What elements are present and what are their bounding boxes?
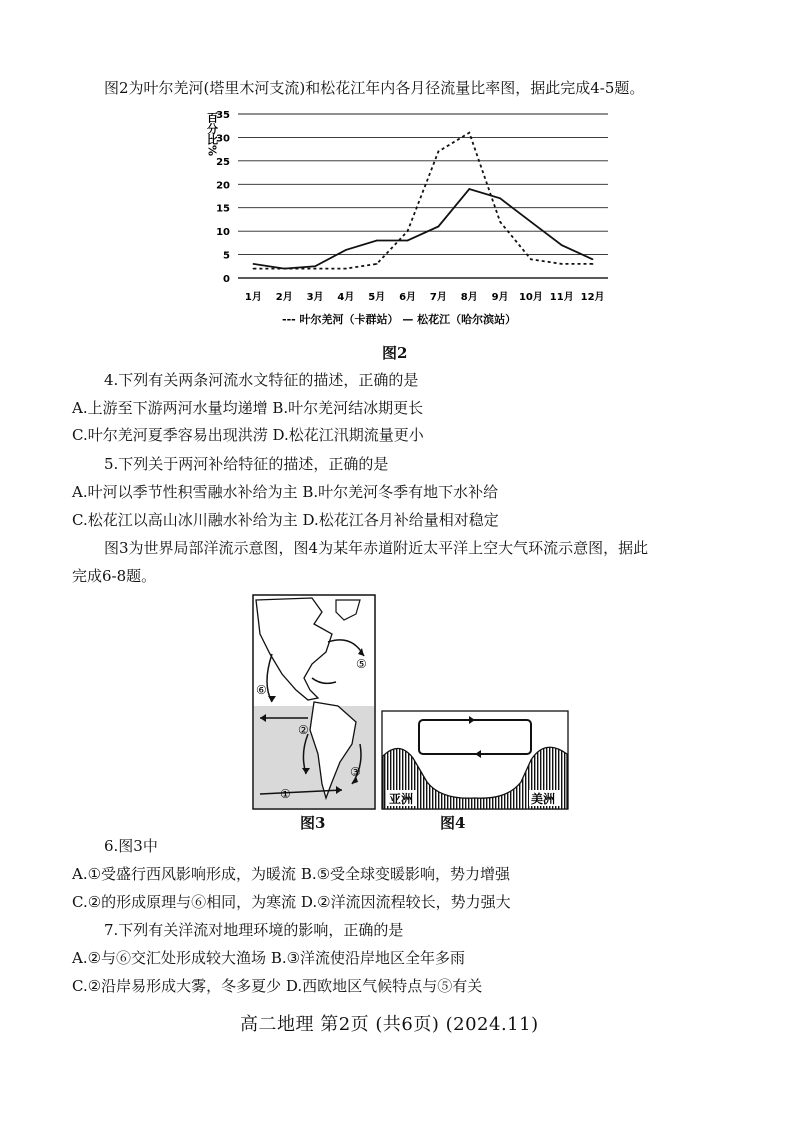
series-1-point xyxy=(468,132,470,134)
q6-options-cd: C.②的形成原理与⑥相同，为寒流 D.②洋流因流程较长，势力强大 xyxy=(72,893,511,911)
intro-text-fig2: 图2为叶尔羌河(塔里木河支流)和松花江年内各月径流量比率图，据此完成4-5题。 xyxy=(104,79,645,97)
q7-options-cd: C.②沿岸易形成大雾，冬多夏少 D.西欧地区气候特点与⑤有关 xyxy=(72,977,483,995)
y-tick-label: 30 xyxy=(216,133,230,145)
x-tick-label: 5月 xyxy=(368,292,386,303)
x-tick-label: 2月 xyxy=(275,292,293,303)
series-1-point xyxy=(314,268,316,270)
intro-text-fig34-line1: 图3为世界局部洋流示意图，图4为某年赤道附近太平洋上空大气环流示意图，据此 xyxy=(104,539,649,557)
series-1-point xyxy=(561,263,563,265)
q4-stem: 4.下列有关两条河流水文特征的描述，正确的是 xyxy=(104,371,419,389)
chart-legend: --- 叶尔羌河（卡群站） — 松花江（哈尔滨站） xyxy=(282,313,517,326)
series-1-point xyxy=(253,268,255,270)
q4-options-cd: C.叶尔羌河夏季容易出现洪涝 D.松花江汛期流量更小 xyxy=(72,426,424,444)
q5-options-cd: C.松花江以高山冰川融水补给为主 D.松花江各月补给量相对稳定 xyxy=(72,511,499,529)
runoff-ratio-chart xyxy=(190,100,630,340)
marker-3: ③ xyxy=(350,765,361,779)
q4-options-ab: A.上游至下游两河水量均递增 B.叶尔羌河结冰期更长 xyxy=(72,399,424,417)
q5-stem: 5.下列关于两河补给特征的描述，正确的是 xyxy=(104,455,389,473)
intro-text-fig34-line2: 完成6-8题。 xyxy=(72,567,157,585)
q5-options-ab: A.叶河以季节性积雪融水补给为主 B.叶尔羌河冬季有地下水补给 xyxy=(72,483,499,501)
page-footer: 高二地理 第2页 (共6页) (2024.11) xyxy=(240,1014,539,1035)
x-tick-label: 7月 xyxy=(429,292,447,303)
q6-options-ab: A.①受盛行西风影响形成，为暖流 B.⑤受全球变暖影响，势力增强 xyxy=(72,865,511,883)
x-tick-label: 4月 xyxy=(337,292,355,303)
series-2-point xyxy=(499,198,501,200)
marker-1: ① xyxy=(280,787,291,801)
y-tick-label: 35 xyxy=(216,110,230,121)
series-2-point xyxy=(438,226,440,228)
series-1-point xyxy=(530,258,532,260)
series-2-point xyxy=(314,265,316,267)
series-2-point xyxy=(530,221,532,223)
q7-stem: 7.下列有关洋流对地理环境的影响，正确的是 xyxy=(104,921,404,939)
fig2-caption: 图2 xyxy=(382,344,408,362)
series-line-2 xyxy=(253,189,592,269)
x-tick-label: 8月 xyxy=(460,292,478,303)
series-2-point xyxy=(345,249,347,251)
series-1-point xyxy=(407,230,409,232)
series-2-point xyxy=(376,240,378,242)
x-tick-label: 12月 xyxy=(580,292,605,303)
fig4-caption: 图4 xyxy=(440,814,466,832)
series-1-point xyxy=(376,263,378,265)
walker-circulation-diagram xyxy=(381,710,569,810)
q7-options-ab: A.②与⑥交汇处形成较大渔场 B.③洋流使沿岸地区全年多雨 xyxy=(72,949,466,967)
x-tick-label: 1月 xyxy=(244,292,262,303)
x-tick-label: 6月 xyxy=(399,292,417,303)
y-tick-label: 15 xyxy=(216,203,230,215)
series-2-point xyxy=(592,258,594,260)
y-axis-label: 百分比% xyxy=(205,112,219,157)
series-2-point xyxy=(407,240,409,242)
y-tick-label: 25 xyxy=(216,156,230,168)
x-tick-label: 10月 xyxy=(518,292,543,303)
marker-5: ⑤ xyxy=(356,657,367,671)
series-1-point xyxy=(592,263,594,265)
fig3-caption: 图3 xyxy=(300,814,326,832)
series-1-point xyxy=(438,151,440,153)
series-2-point xyxy=(561,244,563,246)
series-2-point xyxy=(468,188,470,190)
x-tick-label: 3月 xyxy=(306,292,324,303)
series-1-point xyxy=(345,268,347,270)
ocean-current-map xyxy=(252,594,376,810)
asia-label: 亚洲 xyxy=(389,792,414,806)
y-tick-label: 0 xyxy=(223,274,230,285)
series-line-1 xyxy=(253,133,592,269)
america-label: 美洲 xyxy=(531,792,556,806)
y-tick-label: 5 xyxy=(223,250,230,262)
series-1-point xyxy=(499,221,501,223)
marker-2: ② xyxy=(298,723,309,737)
y-tick-label: 10 xyxy=(216,227,230,239)
series-2-point xyxy=(283,268,285,270)
x-tick-label: 11月 xyxy=(549,292,574,303)
marker-6: ⑥ xyxy=(256,683,267,697)
y-tick-label: 20 xyxy=(216,180,230,192)
series-2-point xyxy=(253,263,255,265)
q6-stem: 6.图3中 xyxy=(104,837,158,855)
x-tick-label: 9月 xyxy=(491,292,509,303)
